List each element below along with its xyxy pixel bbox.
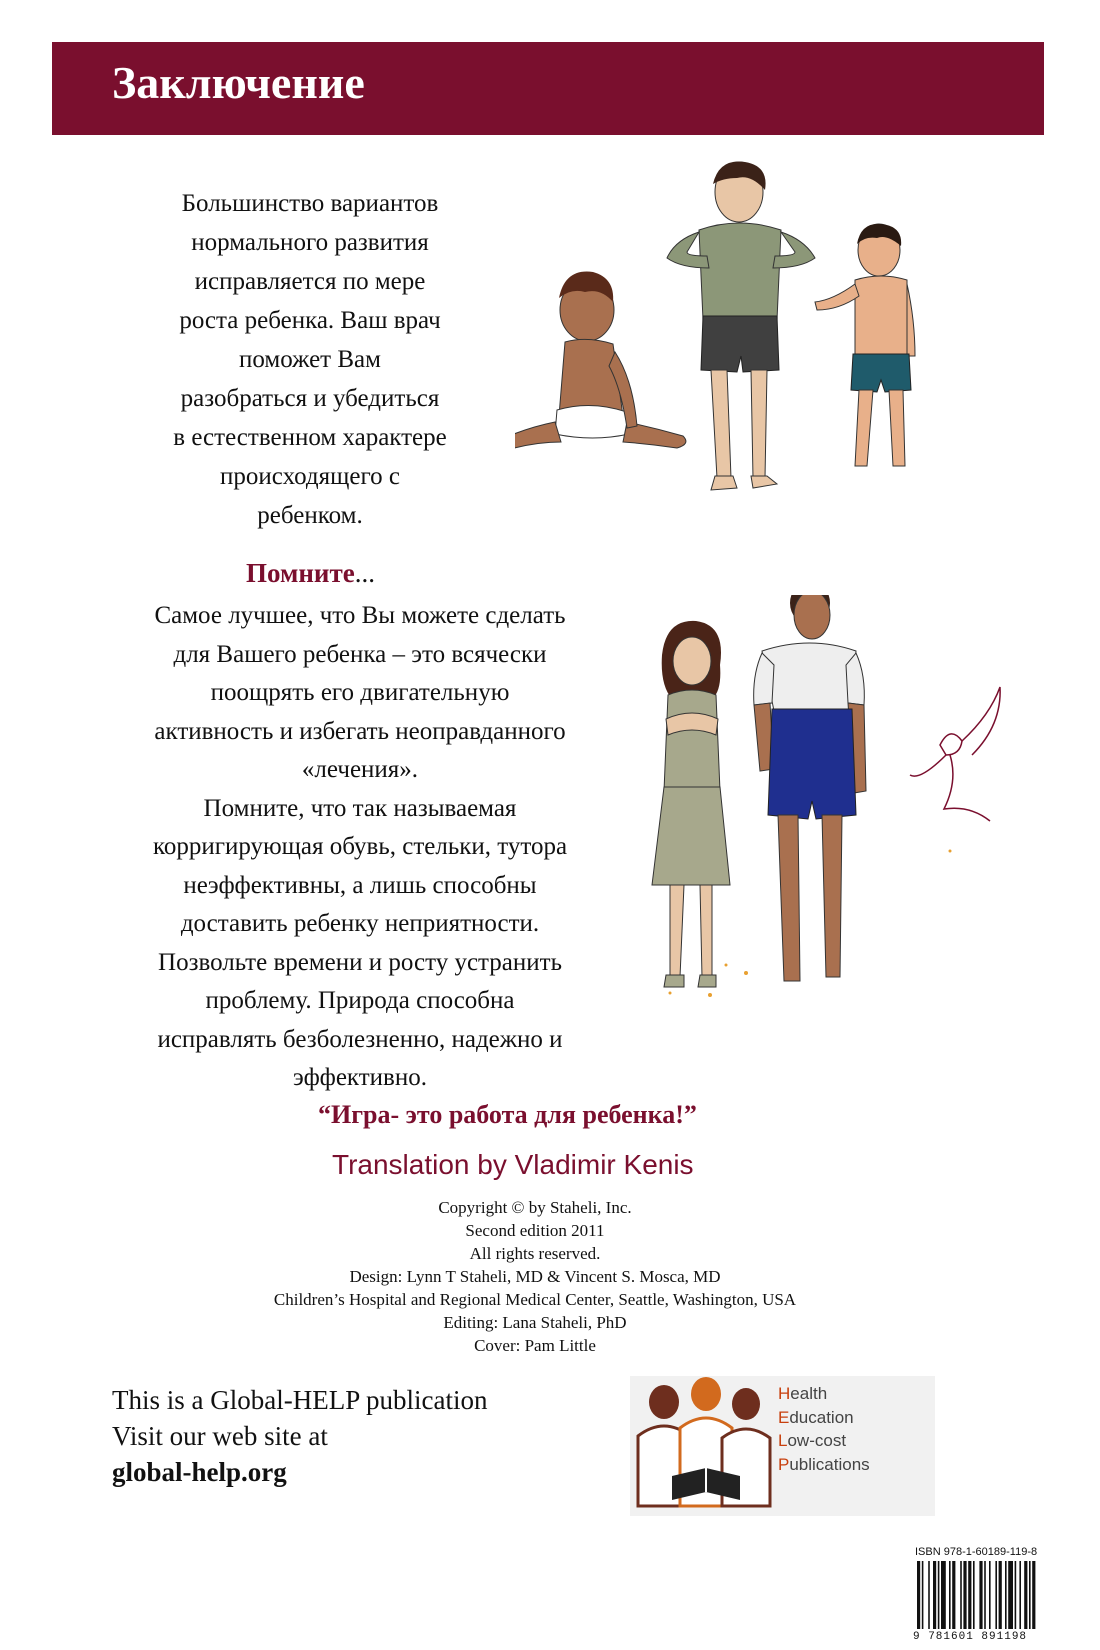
isbn-label: ISBN 978-1-60189-119-8 <box>915 1546 1038 1558</box>
barcode <box>913 1561 1100 1629</box>
intro-paragraph <box>120 184 500 535</box>
publication-notice <box>112 1382 487 1490</box>
title-banner <box>52 42 1044 135</box>
intro-line: Большинство вариантов <box>181 190 439 217</box>
sitting-child-figure <box>515 272 686 451</box>
help-word: Health <box>778 1384 828 1403</box>
intro-line: поможет Вам <box>239 346 381 373</box>
help-acronym <box>778 1382 870 1476</box>
remember-heading-dots: ... <box>354 558 375 588</box>
man-figure <box>754 595 866 981</box>
remember-heading-text: Помните <box>246 558 355 588</box>
remember-line: «лечения». <box>301 756 419 783</box>
website-link[interactable]: global-help.org <box>112 1457 287 1487</box>
remember-line: Позвольте времени и росту устранить <box>158 948 562 976</box>
quote: “Игра- это работа для ребенка!” <box>318 1100 697 1129</box>
remember-line: активность и избегать неоправданного <box>154 717 566 745</box>
remember-line: исправлять безболезненно, надежно и <box>157 1025 563 1053</box>
remember-paragraph <box>90 597 630 1098</box>
remember-heading <box>246 558 375 589</box>
remember-line: поощрять его двигательную <box>210 679 510 706</box>
intro-line: роста ребенка. Ваш врач <box>179 307 441 334</box>
remember-line: для Вашего ребенка – это всячески <box>173 640 547 668</box>
teens-illustration <box>650 595 1050 1075</box>
translation-credit: Translation by Vladimir Kenis <box>332 1149 694 1180</box>
credits-line: All rights reserved. <box>469 1244 601 1263</box>
help-word: Publications <box>778 1454 870 1474</box>
intro-line: происходящего с <box>220 463 400 490</box>
remember-line: неэффективны, а лишь способны <box>183 871 537 899</box>
remember-line: корригирующая обувь, стельки, тутора <box>152 833 568 860</box>
intro-line: исправляется по мере <box>194 268 426 295</box>
help-word: Low-cost <box>778 1431 847 1450</box>
publication-line-1: This is a Global-HELP publication <box>112 1385 488 1415</box>
standing-child-figure <box>815 224 915 466</box>
credits-line: Second edition 2011 <box>465 1221 605 1240</box>
page-title: Заключение <box>112 57 365 108</box>
fairy-sketch <box>910 687 1000 821</box>
remember-line: проблему. Природа способна <box>205 987 515 1014</box>
credits-line: Editing: Lana Staheli, PhD <box>443 1313 627 1332</box>
publication-line-2 <box>112 1418 487 1490</box>
standing-adult-figure <box>667 161 815 490</box>
intro-line: нормального развития <box>191 229 429 256</box>
credits-line: Design: Lynn T Staheli, MD & Vincent S. Mosca, MD <box>349 1267 721 1286</box>
intro-line: разобраться и убедиться <box>180 385 440 412</box>
remember-line: доставить ребенку неприятности. <box>180 910 540 937</box>
remember-line: Самое лучшее, что Вы можете сделать <box>154 602 566 629</box>
credits-line: Copyright © by Staheli, Inc. <box>438 1198 632 1217</box>
children-illustration <box>515 160 985 530</box>
people-icon <box>630 1376 780 1516</box>
publication-prefix: Visit our web site at <box>112 1421 328 1451</box>
help-word: Education <box>778 1407 854 1427</box>
remember-line: Помните, что так называемая <box>203 794 517 822</box>
remember-line: эффективно. <box>293 1064 427 1091</box>
credits-line: Cover: Pam Little <box>474 1336 596 1355</box>
girl-figure <box>652 621 730 987</box>
credits-line: Children’s Hospital and Regional Medical Center, Seattle, Washington, USA <box>273 1290 797 1309</box>
intro-line: ребенком. <box>257 502 363 529</box>
barcode-digits: 9 781601 891198 <box>913 1631 1028 1643</box>
credits-block <box>240 1196 830 1357</box>
intro-line: в естественном характере <box>173 424 447 451</box>
